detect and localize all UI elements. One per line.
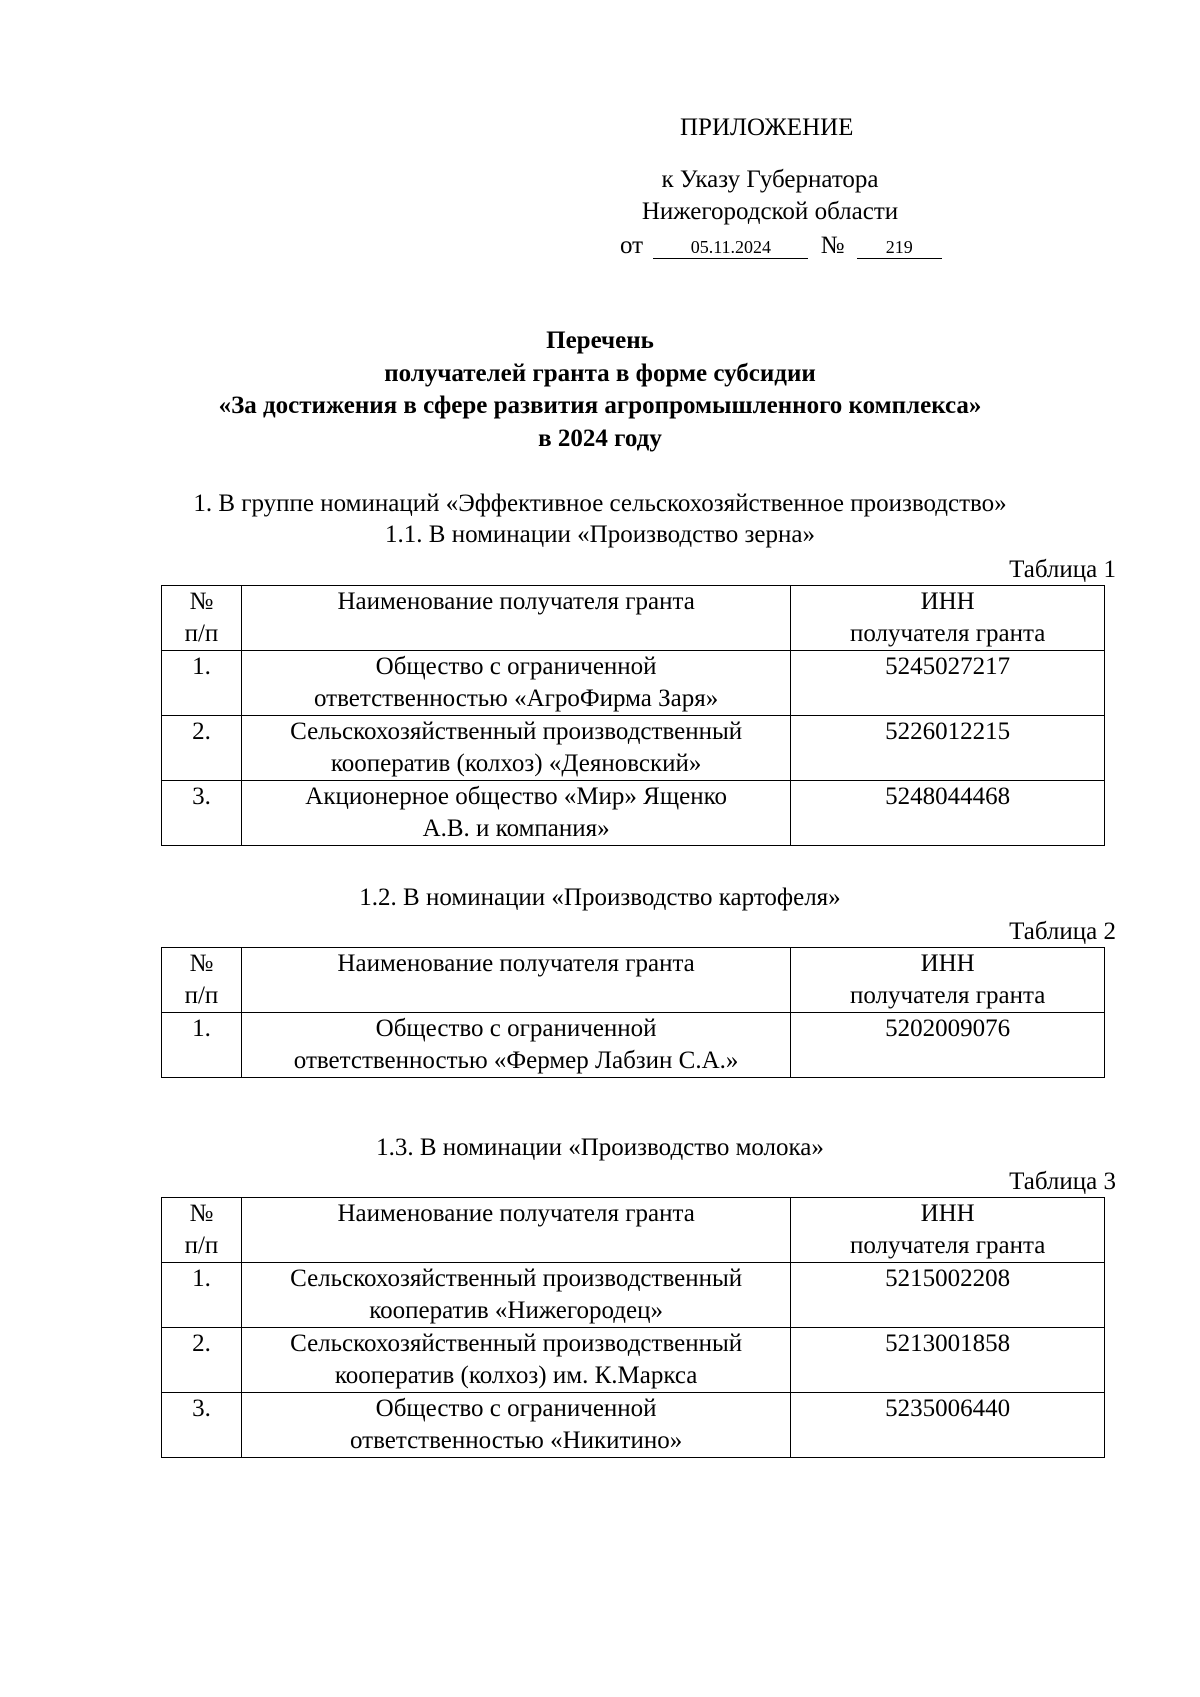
title-line-2: получателей гранта в форме субсидии (384, 359, 816, 387)
table-row (162, 651, 1105, 716)
row-name: Акционерное общество «Мир» Ященко А.В. и компания» (241, 781, 790, 846)
row-inn: 5226012215 (791, 716, 1105, 781)
appendix-decree-line: к Указу Губернатора (661, 166, 879, 193)
group-heading: 1. В группе номинаций «Эффективное сельскохозяйственное производство» (193, 490, 1007, 517)
appendix-region-line: Нижегородской области (641, 198, 899, 225)
header-num: № п/п (162, 586, 242, 651)
table-row (162, 1328, 1105, 1393)
table-label: Таблица 3 (1009, 1168, 1116, 1195)
title-line-4: в 2024 году (538, 424, 662, 452)
row-name: Общество с ограниченной ответственностью «Фермер Лабзин С.А.» (241, 1013, 790, 1078)
row-name: Общество с ограниченной ответственностью «АгроФирма Заря» (241, 651, 790, 716)
table-header-row (162, 586, 1105, 651)
section-heading: 1.3. В номинации «Производство молока» (376, 1134, 824, 1161)
grant-table-2 (161, 947, 1105, 1078)
header-name: Наименование получателя гранта (241, 586, 790, 651)
header-inn: ИНН получателя гранта (791, 1198, 1105, 1263)
row-inn: 5245027217 (791, 651, 1105, 716)
row-num: 2. (162, 1328, 242, 1393)
row-inn: 5202009076 (791, 1013, 1105, 1078)
table-row (162, 716, 1105, 781)
title-line-1: Перечень (546, 327, 654, 354)
decree-number: 219 (857, 236, 942, 259)
header-name: Наименование получателя гранта (241, 948, 790, 1013)
header-num: № п/п (162, 1198, 242, 1263)
document-title (100, 325, 1100, 455)
table-row (162, 781, 1105, 846)
row-name: Общество с ограниченной ответственностью «Никитино» (241, 1393, 790, 1458)
header-num: № п/п (162, 948, 242, 1013)
header-name: Наименование получателя гранта (241, 1198, 790, 1263)
table-header-row (162, 1198, 1105, 1263)
row-num: 1. (162, 1263, 242, 1328)
row-name: Сельскохозяйственный производственный кооператив «Нижегородец» (241, 1263, 790, 1328)
row-name: Сельскохозяйственный производственный кооператив (колхоз) им. К.Маркса (241, 1328, 790, 1393)
table-row (162, 1393, 1105, 1458)
row-inn: 5213001858 (791, 1328, 1105, 1393)
row-num: 3. (162, 781, 242, 846)
section-heading: 1.1. В номинации «Производство зерна» (385, 521, 815, 548)
table-row (162, 1013, 1105, 1078)
table-row (162, 1263, 1105, 1328)
number-sign: № (820, 232, 845, 259)
table-label: Таблица 1 (1009, 556, 1116, 583)
header-inn: ИНН получателя гранта (791, 948, 1105, 1013)
row-inn: 5248044468 (791, 781, 1105, 846)
row-num: 1. (162, 1013, 242, 1078)
row-num: 3. (162, 1393, 242, 1458)
grant-table-3 (161, 1197, 1105, 1458)
row-inn: 5215002208 (791, 1263, 1105, 1328)
decree-date-number (620, 232, 942, 260)
appendix-title: ПРИЛОЖЕНИЕ (680, 114, 854, 141)
row-num: 2. (162, 716, 242, 781)
title-line-3: «За достижения в сфере развития агропромышленного комплекса» (218, 392, 982, 419)
row-num: 1. (162, 651, 242, 716)
table-label: Таблица 2 (1009, 918, 1116, 945)
section-heading: 1.2. В номинации «Производство картофеля» (359, 884, 841, 911)
header-inn: ИНН получателя гранта (791, 586, 1105, 651)
decree-date: 05.11.2024 (653, 236, 808, 259)
grant-table-1 (161, 585, 1105, 846)
row-name: Сельскохозяйственный производственный кооператив (колхоз) «Деяновский» (241, 716, 790, 781)
table-header-row (162, 948, 1105, 1013)
row-inn: 5235006440 (791, 1393, 1105, 1458)
date-prefix: от (620, 232, 644, 259)
